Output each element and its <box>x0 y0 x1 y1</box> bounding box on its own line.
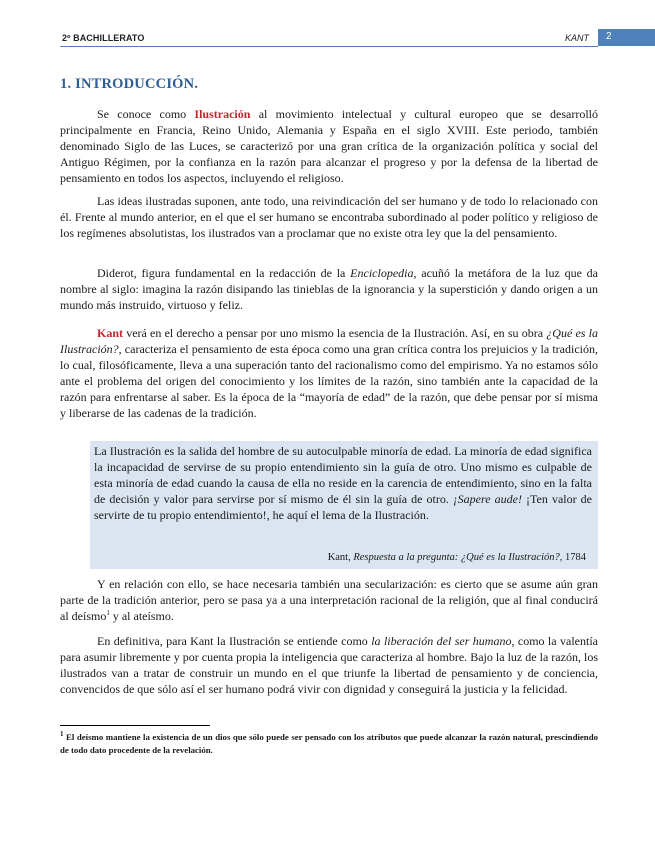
header-author: KANT <box>565 33 590 43</box>
paragraph-kant: Kant verá en el derecho a pensar por uno mismo la esencia de la Ilustración. Así, en su obra ¿Qué es la Ilustración?, caracteriza el pensamiento de esta época como una gran crítica contra los prejuicios y la tradición, lo cual, filosóficamente, lleva a una superación tanto del racionalismo como del empirismo. Ya no estamos sólo ante el problema del origen del conocimiento y los límites de la razón, sino también ante la capacidad de la razón para enfrentarse al saber. Es la época de la “mayoría de edad” de la razón, que debe pensar por sí misma y liberarse de las cadenas de la tradición. <box>60 326 598 420</box>
work-title-enciclopedia: Enciclopedia <box>350 266 414 280</box>
page-number-box <box>598 29 655 46</box>
sapere-aude: ¡Sapere aude! <box>452 491 522 506</box>
keyword-ilustracion: Ilustración <box>194 107 251 121</box>
header-divider <box>60 46 598 47</box>
footnote: $^1$ El deísmo mantiene la existencia de un dios que sólo puede ser pensado con los atributos que puede alcanzar la razón natural, prescindiendo de todo dato procedente de la revelación. <box>60 730 598 755</box>
keyword-kant: Kant <box>97 326 124 340</box>
phrase-liberacion: la liberación del ser humano <box>371 634 512 648</box>
paragraph-conclusion: En definitiva, para Kant la Ilustración se entiende como la liberación del ser humano, como la valentía para asumir libremente y por cuenta propia la inteligencia que caracteriza al hombre. Bajo la luz de la razón, los ilustrados van a tratar de construir un mundo en el que triunfe la libertad de pensamiento y de conciencia, convencidos de que sólo así el ser humano podrá vivir con dignidad y conseguirá la justicia y la felicidad. <box>60 634 598 696</box>
quote-box <box>90 441 598 569</box>
paragraph-ideas: Las ideas ilustradas suponen, ante todo, una reivindicación del ser humano y de todo lo relacionado con él. Frente al mundo anterior, en el que el ser humano se encontraba subordinado al poder político y religioso de los regímenes absolutistas, los ilustrados van a proclamar que no existe otra ley que la del pensamiento. <box>60 194 598 240</box>
quote-text: La Ilustración es la salida del hombre de su autoculpable minoría de edad. La minoría de edad significa la incapacidad de servirse de su propio entendimiento sin la guía de otro. Uno mismo es culpable de esta minoría de edad cuando la causa de ella no reside en la carencia de entendimiento, sino en la falta de decisión y valor para servirse por sí mismo de él sin la guía de otro. ¡Sapere aude! ¡Ten valor de servirte de tu propio entendimiento!, he aquí el lema de la Ilustración. <box>94 444 593 522</box>
quote-citation: Kant, Respuesta a la pregunta: ¿Qué es la Ilustración?, 1784 <box>327 552 586 563</box>
paragraph-diderot: Diderot, figura fundamental en la redacción de la Enciclopedia, acuñó la metáfora de la luz que da nombre al siglo: imagina la razón disipando las tinieblas de la ignorancia y la superstición y dando origen a un mundo más instruido, virtuoso y feliz. <box>60 266 598 312</box>
section-title: 1. INTRODUCCIÓN. <box>60 76 199 92</box>
footnote-ref: 1 <box>106 608 110 617</box>
header-course: 2º BACHILLERATO <box>62 33 145 43</box>
work-title-que-es: ¿Qué es la Ilustración? <box>60 326 598 356</box>
page-number: 2 <box>606 31 612 42</box>
paragraph-intro: Se conoce como Ilustración al movimiento intelectual y cultural europeo que se desarrolló principalmente en Francia, Reino Unido, Alemania y España en el siglo XVIII. Este periodo, también denominado Siglo de las Luces, se caracterizó por una gran crítica de la organización política y social del Antiguo Régimen, por la confianza en la razón para alcanzar el progreso y por la defensa de la libertad de pensamiento en todos los aspectos, incluyendo el religioso. <box>60 107 599 185</box>
paragraph-secularizacion: Y en relación con ello, se hace necesaria también una secularización: es cierto que se asume aún gran parte de la tradición anterior, pero se pasa ya a una interpretación racional de la religión, que al final conducirá al deísmo$^1$ y al ateísmo. <box>60 577 598 623</box>
footnote-divider <box>60 725 210 726</box>
